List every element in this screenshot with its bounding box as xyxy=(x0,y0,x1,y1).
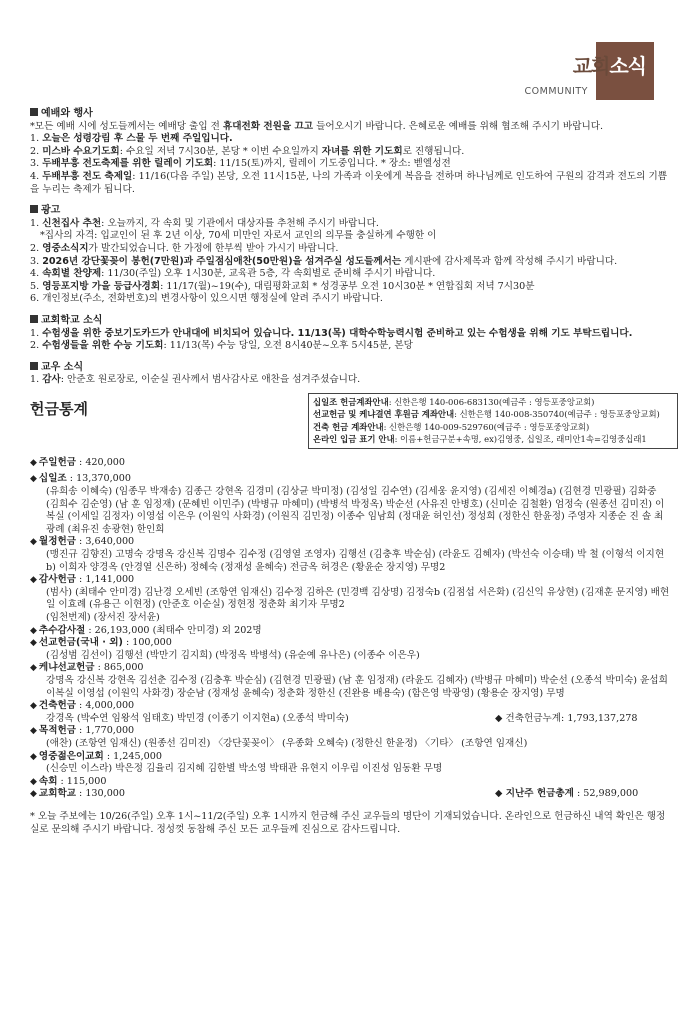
page-header xyxy=(0,38,700,108)
diamond-bullet-icon: ◆ xyxy=(30,663,37,674)
page-title: 교회소식 xyxy=(572,54,646,78)
bulletin-content xyxy=(30,108,670,846)
diamond-bullet-icon: ◆ xyxy=(30,537,37,548)
square-bullet-icon xyxy=(30,205,38,213)
last-week-total: ◆ 지난주 헌금총계 : 52,989,000 xyxy=(495,788,639,800)
offering-names: (신승민 이스라) 박은정 김율리 김지혜 김한별 박소영 박태관 유현지 이우림 이진성 임동환 무명 xyxy=(46,763,443,775)
worship-item: 4. 두배부흥 전도 축제일: 11/16(다음 주일) 본당, 오전 11시15분, 나의 가족과 이웃에게 복음을 전하며 하나님께로 인도하여 구원의 감격과 전도의 기쁨을 누리는 축제가 됩니다. xyxy=(30,170,668,195)
notice-item: 3. 2026년 강단꽃꽂이 봉헌(7만원)과 주일점심애찬(50만원)을 섬겨주실 성도들께서는 게시판에 감사제목과 함께 작성해 주시기 바랍니다. xyxy=(30,255,618,267)
offering-item: ◆ 케냐선교헌금 : 865,000 xyxy=(30,662,144,674)
offering-item: ◆ 목적헌금 : 1,770,000 xyxy=(30,725,135,737)
account-line: 십일조 헌금계좌안내: 신한은행 140-006-683130(예금주 : 영등포중앙교회) xyxy=(313,396,595,407)
notice-item: 2. 영중소식지가 발간되었습니다. 한 가정에 한부씩 받아 가시기 바랍니다. xyxy=(30,242,339,254)
member-item: 1. 감사: 안준호 원로장로, 이순실 권사께서 범사감사로 애찬을 섬겨주셨습니다. xyxy=(30,374,361,386)
notice-item: 4. 속회별 찬양제: 11/30(주일) 오후 1시30분, 교육관 5층, 각 속회별로 준비해 주시기 바랍니다. xyxy=(30,268,436,280)
diamond-bullet-icon: ◆ xyxy=(30,789,37,800)
offering-item: ◆ 교회학교 : 130,000 xyxy=(30,788,126,800)
worship-item: 3. 두배부흥 전도축제를 위한 릴레이 기도회: 11/15(토)까지, 릴레이 기도중입니다. * 장소: 벧엘성전 xyxy=(30,158,451,170)
section-heading-notices: 광고 xyxy=(30,205,670,218)
offering-item: ◆ 십일조 : 13,370,000 xyxy=(30,473,131,485)
notice-item: *집사의 자격: 입교인이 된 후 2년 이상, 70세 미만인 자로서 교인의 의무를 충실하게 수행한 이 xyxy=(40,230,437,242)
diamond-bullet-icon: ◆ xyxy=(30,751,37,762)
account-line: 건축 헌금 계좌안내: 신한은행 140-009-529760(예금주 : 영등포중앙교회) xyxy=(313,421,590,432)
offering-names: 강명옥 강신복 강현옥 김선춘 김수정 (김충후 박순심) (김현경 민광필) (남 훈 임정재) (라윤도 김혜자) (박병규 마혜미) 박순선 (오종석 박미숙) 윤섭희 이복실 이영섭 (이원익 사화경) 장순남 (정재성 윤혜숙) 정춘화 정한신 (진완용 배용숙) (함은영 박광영) (황용순 장지영) 무명 xyxy=(46,674,668,699)
section-heading-members: 교우 소식 xyxy=(30,362,670,375)
offering-names: (유희송 이혜숙) (임종무 박재송) 김종근 강현옥 김경미 (김상균 박미정) (김성일 김수연) (김세웅 윤지영) (김세진 이혜경a) (김현경 민광필) 김화중 (김희수 김순영) (남 훈 임정재) (문혜빈 이민주) (박병규 마혜미) (박병석 박정옥) 박순선 (사유진 안병호) (신미순 김철환) 엄정숙 (원종선 김미진) 이복실 (이세일 김정자) 이영섭 이은우 (이원익 사화경) (이원직 김민정) 이종수 임남희 (정대윤 허인선) 정성희 (정한신 한윤정) 주영자 지종순 진 솔 최광례 (최유진 송광현) 한인희 xyxy=(46,486,665,535)
worship-intro: *모든 예배 시에 성도들께서는 예배당 출입 전 휴대전화 전원을 끄고 들어오시기 바랍니다. 은혜로운 예배를 위해 협조해 주시기 바랍니다. xyxy=(30,120,604,132)
account-line: 선교헌금 및 케냐결연 후원금 계좌안내: 신한은행 140-008-350740(예금주 : 영등포중앙교회) xyxy=(313,409,660,420)
offering-names: (맹진규 김향진) 고명숙 강명옥 강신복 김명수 김수정 (김영열 조영자) 김행선 (김충후 박순심) (라윤도 김혜자) (박선숙 이승태) 박 철 (이형석 이지현b) 이희자 양경옥 (안경열 신은하) 정혜숙 (정재성 윤혜숙) 전금옥 허경은 (황윤순 장지영) 무명2 xyxy=(46,549,665,573)
notice-item: 6. 개인정보(주소, 전화번호)의 변경사항이 있으시면 행정실에 알려 주시기 바랍니다. xyxy=(30,293,383,305)
offering-item: ◆ 추수감사절 : 26,193,000 (최태수 안미경) 외 202명 xyxy=(30,624,262,636)
worship-item: 1. 오늘은 성령강림 후 스물 두 번째 주일입니다. xyxy=(30,133,233,145)
offering-names: (애찬) (조항연 임재신) (원종선 김미진) 〈강단꽃꽂이〉 (우종화 오혜숙) (정한신 한윤정) 〈기타〉 (조항연 임재신) xyxy=(46,737,528,749)
worship-item: 2. 미스바 수요기도회: 수요일 저녁 7시30분, 본당 * 이번 수요일까지 자녀를 위한 기도회로 진행됩니다. xyxy=(30,145,465,157)
offering-item: ◆ 영중젊은이교회 : 1,245,000 xyxy=(30,750,162,762)
square-bullet-icon xyxy=(30,362,38,370)
footer-note: * 오늘 주보에는 10/26(주일) 오후 1시~11/2(주일) 오후 1시까지 헌금해 주신 교우들의 명단이 기재되었습니다. 온라인으로 헌금하신 내역 확인은 행정실로 문의해 주시기 바랍니다. 정성껏 동참해 주신 모든 교우들께 진심으로 감사드립니다. xyxy=(30,810,666,835)
offering-item: ◆ 건축헌금 : 4,000,000 xyxy=(30,700,135,712)
section-heading-worship: 예배와 행사 xyxy=(30,108,670,121)
offering-item-row xyxy=(30,788,670,801)
square-bullet-icon xyxy=(30,108,38,116)
offering-names: (범사) (최태수 안미경) 김난경 오세빈 (조항연 임재신) 김수정 김하은 (민경백 김상명) 김정숙b (김점섭 서은화) (김신익 유상현) (김재훈 문지영) 배현일 이효례 (유용근 이현정) (안준호 이순실) 정현정 정춘화 최기자 무명2 (임천번제) (장서진 장서윤) xyxy=(46,586,670,623)
diamond-bullet-icon: ◆ xyxy=(30,625,37,636)
offering-item: ◆ 감사헌금 : 1,141,000 xyxy=(30,574,135,586)
offering-item: ◆ 선교헌금(국내 · 외) : 100,000 xyxy=(30,637,172,649)
diamond-bullet-icon: ◆ xyxy=(30,474,37,485)
diamond-bullet-icon: ◆ xyxy=(30,726,37,737)
diamond-bullet-icon: ◆ xyxy=(30,776,37,787)
notice-item: 5. 영등포지방 가을 등급사경회: 11/17(월)~19(수), 대림평화교회 * 성경공부 오전 10시30분 * 연합집회 저녁 7시30분 xyxy=(30,280,535,292)
account-info-box xyxy=(308,393,678,449)
offering-names: (김성범 김선이) 김행선 (박만기 김지희) (박정옥 박병석) (유순예 유나은) (이종수 이은우) xyxy=(46,649,420,661)
offering-item: ◆ 속회 : 115,000 xyxy=(30,775,107,787)
diamond-bullet-icon: ◆ xyxy=(30,701,37,712)
offering-header xyxy=(30,393,670,457)
school-item: 1. 수험생을 위한 중보기도카드가 안내대에 비치되어 있습니다. 11/13(목) 대학수학능력시험 준비하고 있는 수험생을 위해 기도 부탁드립니다. xyxy=(30,327,633,339)
school-item: 2. 수험생들을 위한 수능 기도회: 11/13(목) 수능 당일, 오전 8시40분~오후 5시45분, 본당 xyxy=(30,340,413,352)
section-heading-school: 교회학교 소식 xyxy=(30,315,670,328)
diamond-bullet-icon: ◆ xyxy=(30,457,37,468)
diamond-bullet-icon: ◆ xyxy=(30,638,37,649)
building-fund-total: ◆ 건축헌금누계: 1,793,137,278 xyxy=(495,712,638,724)
offering-title: 헌금통계 xyxy=(30,399,88,418)
account-line: 온라인 입금 표기 안내: 이름+헌금구분+속명, ex)김영중, 십일조, 래미안1속=김영중십래1 xyxy=(313,434,647,445)
offering-names-row xyxy=(30,713,670,726)
page-subtitle: COMMUNITY xyxy=(524,86,588,97)
notice-item: 1. 신천집사 추천: 오늘까지, 각 속회 및 기관에서 대상자를 추천해 주시기 바랍니다. xyxy=(30,217,379,229)
offering-item: ◆ 월정헌금 : 3,640,000 xyxy=(30,536,135,548)
square-bullet-icon xyxy=(30,315,38,323)
diamond-bullet-icon: ◆ xyxy=(30,575,37,586)
offering-names: 강경옥 (박수연 임왕석 임태호) 박민경 (이종기 이지현a) (오종석 박미숙) xyxy=(46,712,349,724)
offering-item: ◆ 주일헌금 : 420,000 xyxy=(30,456,126,468)
